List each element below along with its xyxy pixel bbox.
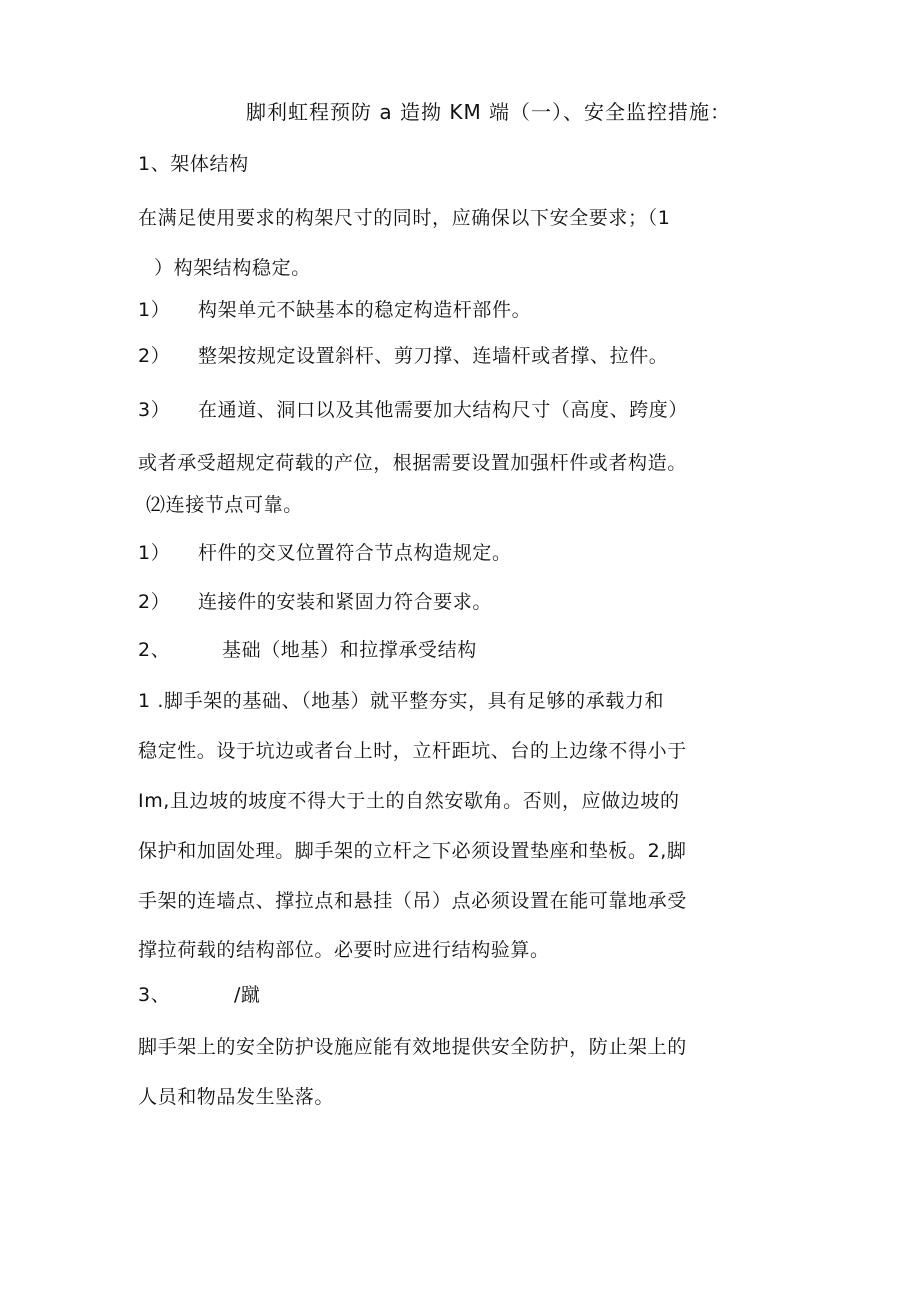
paragraph-line: Im,且边坡的坡度不得大于土的自然安歇角。否则，应做边坡的 [138,790,680,812]
paragraph-line: 撑拉荷载的结构部位。必要时应进行结构验算。 [138,939,550,961]
list-item-number: 1） [138,542,171,564]
section-heading-3 [138,983,261,1007]
list-item-text: 连接件的安装和紧固力符合要求。 [198,591,493,613]
list-item [138,298,531,322]
paragraph-line: 人员和物品发生坠落。 [138,1086,335,1108]
paragraph-line: 或者承受超规定荷载的产位，根据需要设置加强杆件或者构造。 [138,452,687,474]
section-heading-1: 1、架体结构 [138,153,249,175]
paragraph-line: 在满足使用要求的构架尺寸的同时，应确保以下安全要求；（1 [138,207,671,229]
list-item [138,541,512,565]
section-number: 2、 [138,639,171,661]
paragraph-line: 1 .脚手架的基础、（地基）就平整夯实，具有足够的承载力和 [138,690,665,712]
list-item-number: 2） [138,345,171,367]
section-title: ∕蹴 [234,984,261,1006]
section-heading-2 [138,638,477,662]
paragraph-line: 脚手架上的安全防护设施应能有效地提供安全防护，防止架上的 [138,1036,687,1058]
list-item [138,398,688,422]
section-title: 基础（地基）和拉撑承受结构 [222,639,477,661]
section-number: 3、 [138,984,171,1006]
list-item-number: 3） [138,399,171,421]
paragraph-line: 保护和加固处理。脚手架的立杆之下必须设置垫座和垫板。2,脚 [138,840,687,862]
paragraph-line: 手架的连墙点、撑拉点和悬挂（吊）点必须设置在能可靠地承受 [138,890,687,912]
document-title: 脚利虹程预防 a 造拗 KM 端（一）、安全监控措施： [246,100,732,124]
paragraph-line: 稳定性。设于坑边或者台上时，立杆距坑、台的上边缘不得小于 [138,740,687,762]
paragraph-line: ）构架结构稳定。 [154,257,311,279]
list-item-text: 在通道、洞口以及其他需要加大结构尺寸（高度、跨度） [198,399,689,421]
list-item [138,590,492,614]
list-item [138,344,668,368]
list-item-number: 1） [138,299,171,321]
subsection-heading: ⑵连接节点可靠。 [146,494,303,516]
list-item-text: 构架单元不缺基本的稳定构造杆部件。 [198,299,532,321]
list-item-text: 整架按规定设置斜杆、剪刀撑、连墙杆或者撑、拉件。 [198,345,669,367]
list-item-number: 2） [138,591,171,613]
list-item-text: 杆件的交叉位置符合节点构造规定。 [198,542,512,564]
